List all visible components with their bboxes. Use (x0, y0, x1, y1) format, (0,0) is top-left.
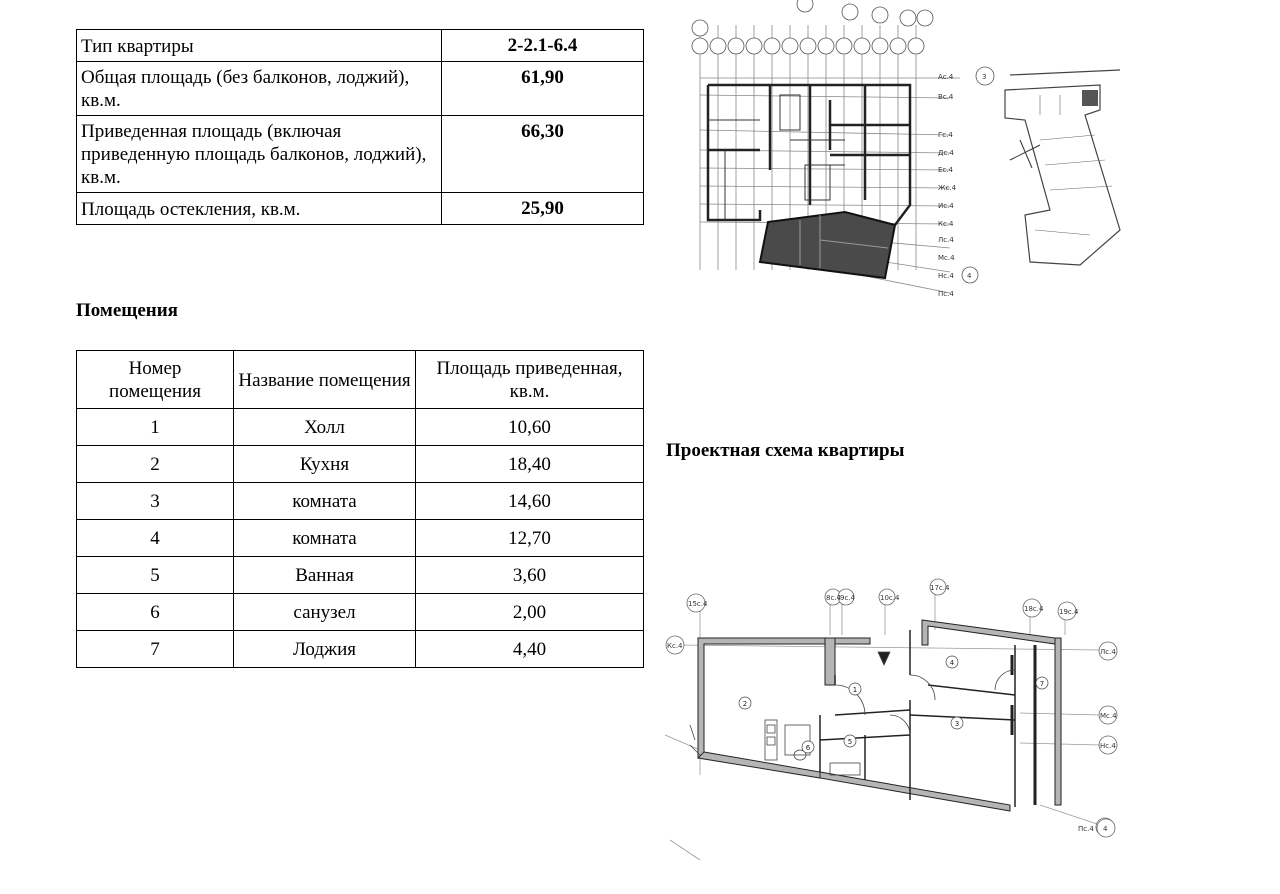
room-number: 3 (77, 483, 234, 520)
table-header-row (77, 351, 644, 409)
table-row (77, 193, 644, 225)
table-row (77, 446, 644, 483)
room-area: 12,70 (416, 520, 644, 557)
axis-label: Вс.4 (938, 93, 954, 101)
axis-label: Мс.4 (938, 254, 955, 262)
axis-label: Ес.4 (938, 166, 953, 174)
room-area: 2,00 (416, 594, 644, 631)
axis-label: 9с.4 (840, 594, 855, 602)
axis-number: 4 (1103, 825, 1108, 833)
axis-label: Нс.4 (1100, 742, 1116, 750)
rooms-heading: Помещения (76, 300, 178, 321)
room-number: 2 (77, 446, 234, 483)
axis-label: Лс.4 (1100, 648, 1116, 656)
summary-value: 25,90 (442, 193, 644, 225)
room-area: 18,40 (416, 446, 644, 483)
table-row (77, 594, 644, 631)
axis-label: Жс.4 (938, 184, 957, 192)
room-name: Ванная (234, 557, 416, 594)
summary-label: Площадь остекления, кв.м. (77, 193, 442, 225)
room-label: 4 (949, 659, 955, 667)
column-header-area: Площадь приведенная, кв.м. (416, 351, 644, 409)
apartment-plan (660, 575, 1140, 865)
axis-number: 4 (967, 272, 972, 280)
room-number: 1 (77, 409, 234, 446)
room-label: 5 (847, 738, 853, 746)
column-header-name: Название помещения (234, 351, 416, 409)
table-row (77, 30, 644, 62)
table-row (77, 520, 644, 557)
apartment-summary-table (76, 29, 644, 225)
rooms-table (76, 350, 644, 668)
room-label: 7 (1039, 680, 1045, 688)
scheme-heading: Проектная схема квартиры (666, 440, 905, 461)
room-number: 4 (77, 520, 234, 557)
room-area: 14,60 (416, 483, 644, 520)
room-number: 7 (77, 631, 234, 668)
room-label: 1 (852, 686, 858, 694)
room-name: Холл (234, 409, 416, 446)
room-area: 4,40 (416, 631, 644, 668)
table-row (77, 62, 644, 116)
axis-label: Ис.4 (938, 202, 954, 210)
axis-label: 19с.4 (1059, 608, 1079, 616)
axis-label: 8с.4 (826, 594, 841, 602)
table-row (77, 631, 644, 668)
axis-label: Кс.4 (667, 642, 683, 650)
table-row (77, 409, 644, 446)
table-row (77, 483, 644, 520)
room-number: 6 (77, 594, 234, 631)
axis-label: Гс.4 (938, 131, 953, 139)
summary-value: 66,30 (442, 116, 644, 193)
room-label: 3 (954, 720, 960, 728)
axis-label: 10с.4 (880, 594, 900, 602)
axis-label: Кс.4 (938, 220, 954, 228)
room-area: 10,60 (416, 409, 644, 446)
column-header-number: Номер помещения (77, 351, 234, 409)
table-row (77, 116, 644, 193)
floor-key-plan (680, 0, 1150, 310)
axis-label: Мс.4 (1100, 712, 1117, 720)
room-number: 5 (77, 557, 234, 594)
summary-value: 2-2.1-6.4 (442, 30, 644, 62)
axis-label: Дс.4 (938, 149, 954, 157)
room-name: санузел (234, 594, 416, 631)
axis-label: 17с.4 (930, 584, 950, 592)
axis-label: Лс.4 (938, 236, 954, 244)
room-name: комната (234, 483, 416, 520)
summary-label: Приведенная площадь (включая приведенную площадь балконов, лоджий), кв.м. (77, 116, 442, 193)
axis-number: 3 (982, 73, 987, 81)
summary-label: Тип квартиры (77, 30, 442, 62)
room-name: Лоджия (234, 631, 416, 668)
table-row (77, 557, 644, 594)
summary-label: Общая площадь (без балконов, лоджий), кв.м. (77, 62, 442, 116)
axis-label: Нс.4 (938, 272, 954, 280)
compass-icon (1010, 140, 1040, 168)
axis-label: Ас.4 (938, 73, 954, 81)
axis-label: 15с.4 (688, 600, 708, 608)
axis-label: Пс.4 (1078, 825, 1094, 833)
room-name: комната (234, 520, 416, 557)
room-label: 6 (805, 744, 811, 752)
room-area: 3,60 (416, 557, 644, 594)
axis-label: 18с.4 (1024, 605, 1044, 613)
room-label: 2 (742, 700, 748, 708)
axis-label: Пс.4 (938, 290, 954, 298)
room-name: Кухня (234, 446, 416, 483)
summary-value: 61,90 (442, 62, 644, 116)
